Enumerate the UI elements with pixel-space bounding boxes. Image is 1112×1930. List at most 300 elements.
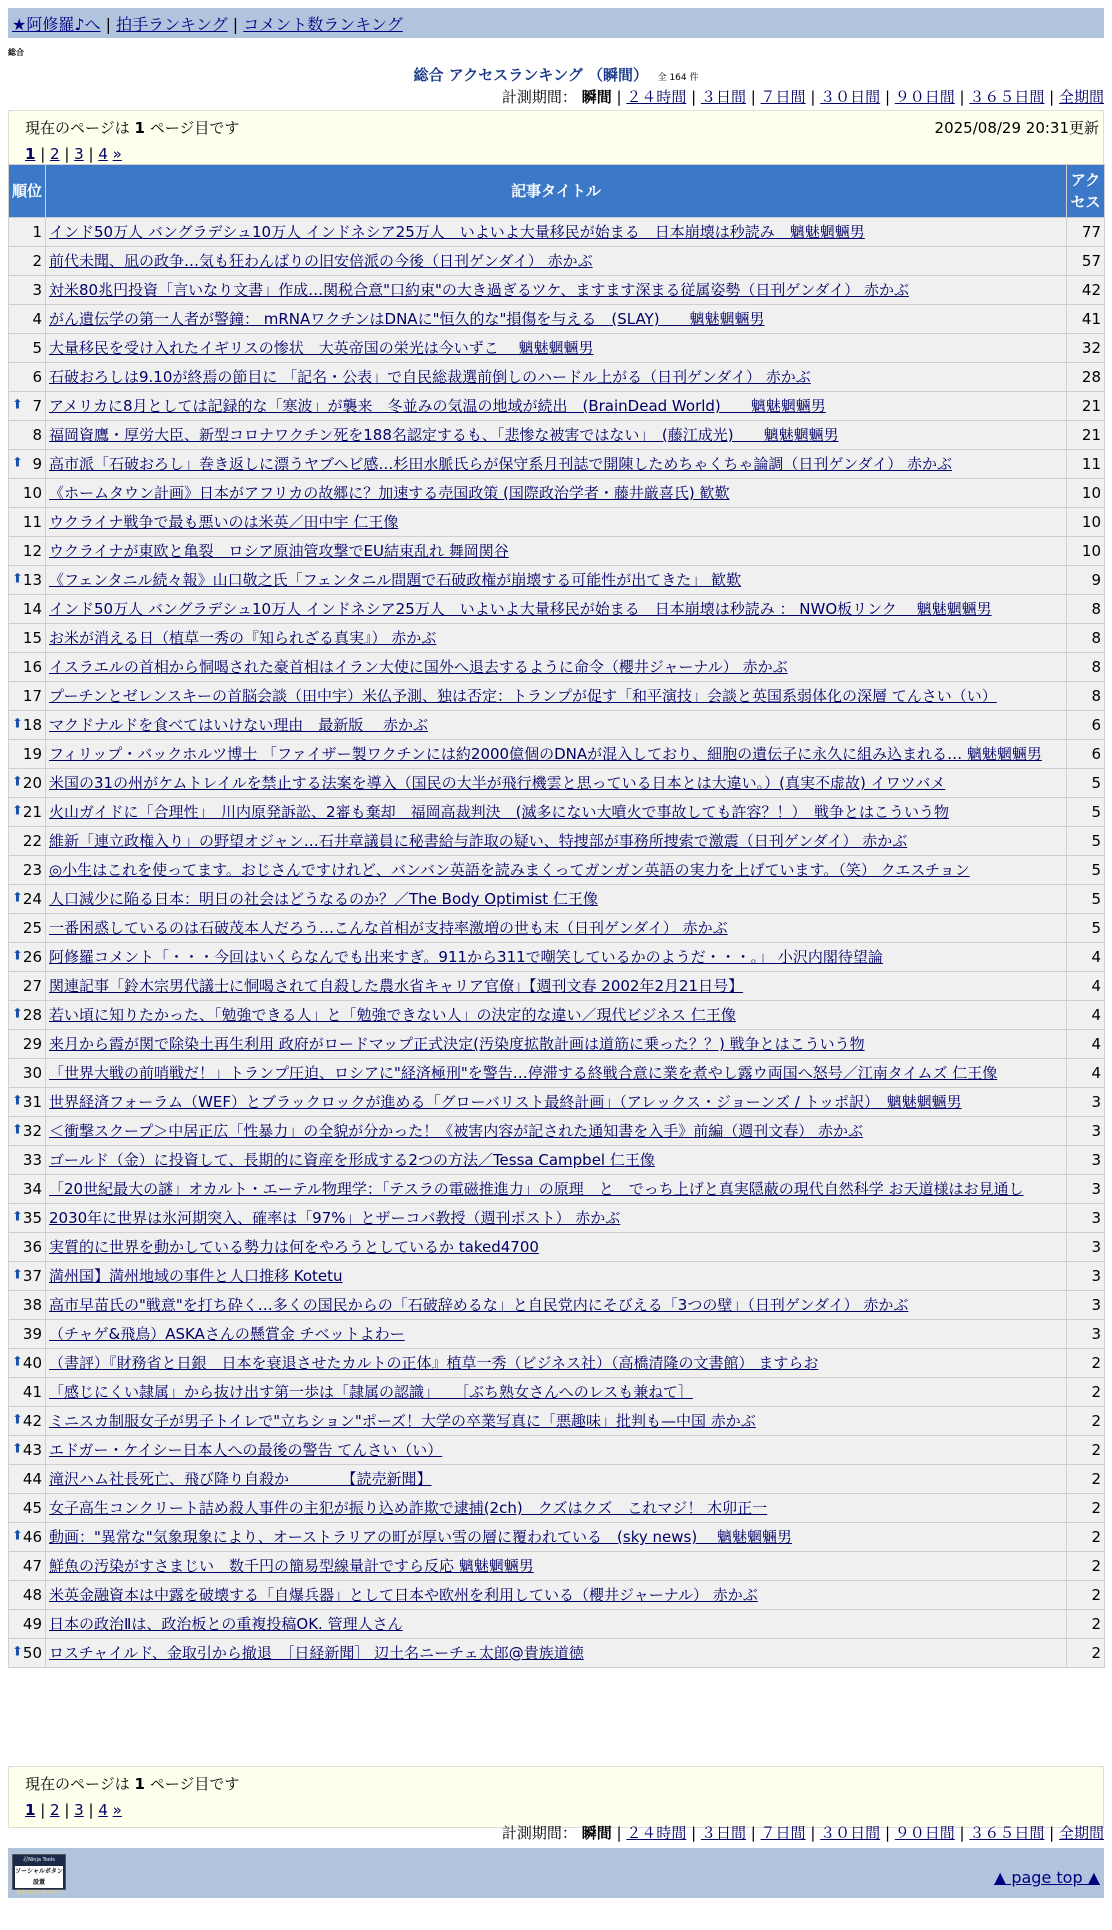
article-title-link[interactable]: 「20世紀最大の謎」オカルト・エーテル物理学：「テスラの電磁推進力」の原理 と でっち上げと真実隠蔽の現代自然科学 お天道様はお見通し [49, 1180, 1024, 1198]
table-row [9, 1465, 1105, 1494]
period-link[interactable]: ３日間 [700, 88, 746, 106]
article-title-link[interactable]: 火山ガイドに「合理性」 川内原発訴訟、2審も棄却 福岡高裁判決 (滅多にない大噴火で事故しても許容？！） 戦争とはこういう物 [49, 803, 949, 821]
period-separator: | [805, 88, 821, 106]
table-row [9, 740, 1105, 769]
rank-number: 47 [22, 1557, 42, 1575]
title-cell [46, 1030, 1067, 1059]
page-title: 総合 アクセスランキング （瞬間） [413, 66, 649, 84]
rank-number: 2 [32, 252, 42, 270]
period-link[interactable]: ３０日間 [820, 88, 881, 106]
table-row [9, 1262, 1105, 1291]
period-link[interactable]: ３６５日間 [969, 1824, 1045, 1842]
article-title-link[interactable]: ミニスカ制服女子が男子トイレで"立ちション"ポーズ！大学の卒業写真に「悪趣味」批判も—中国 赤かぶ [49, 1412, 756, 1430]
rank-cell [9, 1262, 46, 1291]
page-title-line [0, 64, 1112, 85]
table-row [9, 1088, 1105, 1117]
period-separator: | [745, 1824, 761, 1842]
ninja-tools-social-button[interactable] [12, 1854, 66, 1896]
table-row [9, 1581, 1105, 1610]
access-count: 3 [1067, 1204, 1105, 1233]
rank-number: 35 [22, 1209, 42, 1227]
period-separator: | [805, 1824, 821, 1842]
period-separator: | [880, 1824, 895, 1842]
nav-link-applause-ranking[interactable]: 拍手ランキング [116, 15, 228, 34]
table-row [9, 363, 1105, 392]
access-count: 2 [1067, 1465, 1105, 1494]
article-title-link[interactable]: 《フェンタニル続々報》山口敬之氏「フェンタニル問題で石破政権が崩壊する可能性が出てきた」 歓歎 [49, 571, 742, 589]
table-row [9, 479, 1105, 508]
table-row [9, 856, 1105, 885]
article-title-link[interactable]: 高市早苗氏の"戦意"を打ち砕く…多くの国民からの「石破辞めるな」と自民党内にそびえる「3つの壁」（日刊ゲンダイ） 赤かぶ [49, 1296, 909, 1314]
title-cell [46, 943, 1067, 972]
article-title-link[interactable]: 福岡資鷹・厚労大臣、新型コロナワクチン死を188名認定するも、「悲惨な被害ではない」 (藤江成光) 魑魅魍魎男 [49, 426, 839, 444]
period-current: 瞬間 [581, 88, 612, 106]
access-count: 2 [1067, 1436, 1105, 1465]
page-link[interactable]: 1 [25, 145, 36, 163]
period-separator: | [611, 1824, 627, 1842]
nav-link-comment-ranking[interactable]: コメント数ランキング [243, 15, 403, 34]
article-title-link[interactable]: 満州国】満州地域の事件と人口推移 Kotetu [49, 1267, 343, 1285]
article-title-link[interactable]: 日本の政治Ⅱは、政治板との重複投稿OK. 管理人さん [49, 1615, 403, 1633]
rank-cell [9, 1001, 46, 1030]
table-row [9, 595, 1105, 624]
access-count: 3 [1067, 1117, 1105, 1146]
page-link[interactable]: 3 [74, 145, 84, 163]
access-count: 8 [1067, 624, 1105, 653]
access-count: 10 [1067, 508, 1105, 537]
rank-cell [9, 276, 46, 305]
article-title-link[interactable]: 鮮魚の汚染がすさまじい 数千円の簡易型線量計ですら反応 魑魅魍魎男 [49, 1557, 534, 1575]
table-row [9, 972, 1105, 1001]
title-cell [46, 479, 1067, 508]
rank-number: 25 [22, 919, 42, 937]
rank-cell [9, 1320, 46, 1349]
current-page-number: 1 [134, 119, 145, 137]
title-cell [46, 1175, 1067, 1204]
rank-up-arrow-icon: ⬆ [12, 1006, 23, 1022]
access-count: 42 [1067, 276, 1105, 305]
table-row [9, 1349, 1105, 1378]
period-separator: | [880, 88, 895, 106]
table-row [9, 1233, 1105, 1262]
page-links [25, 1797, 1087, 1823]
title-cell [46, 1436, 1067, 1465]
title-cell [46, 1001, 1067, 1030]
article-title-link[interactable]: 動画："異常な"気象現象により、オーストラリアの町が厚い雪の層に覆われている (sky news) 魑魅魍魎男 [49, 1528, 792, 1546]
article-title-link[interactable]: 「世界大戦の前哨戦だ！」トランプ圧迫、ロシアに"経済極刑"を警告…停滞する終戦合意に業を煮やし露ウ両国へ怒号／江南タイムズ 仁王像 [49, 1064, 998, 1082]
rank-cell [9, 1349, 46, 1378]
page-separator: | [35, 1801, 51, 1819]
rank-number: 42 [22, 1412, 42, 1430]
article-title-link[interactable]: インド50万人 バングラデシュ10万人 インドネシア25万人 いよいよ大量移民が始まる 日本崩壊は秒読み ： NWO板リンク 魑魅魍魎男 [49, 600, 992, 618]
table-row [9, 1552, 1105, 1581]
table-row [9, 566, 1105, 595]
rank-cell [9, 885, 46, 914]
access-count: 3 [1067, 1146, 1105, 1175]
title-cell [46, 450, 1067, 479]
title-cell [46, 914, 1067, 943]
rank-number: 23 [22, 861, 42, 879]
title-cell [46, 1407, 1067, 1436]
page-link[interactable]: 4 [98, 145, 108, 163]
rank-number: 22 [22, 832, 42, 850]
top-navigation-bar [8, 8, 1104, 38]
table-row [9, 305, 1105, 334]
period-link[interactable]: 全期間 [1058, 1824, 1104, 1842]
article-title-link[interactable]: 高市派「石破おろし」巻き返しに漂うヤブヘビ感…杉田水脈氏らが保守系月刊誌で開陳しためちゃくちゃ論調（日刊ゲンダイ） 赤かぶ [49, 455, 952, 473]
access-count: 77 [1067, 218, 1105, 247]
article-title-link[interactable]: お米が消える日（植草一秀の『知られざる真実』） 赤かぶ [49, 629, 437, 647]
article-title-link[interactable]: 「感じにくい隷属」から抜け出す第一歩は「隷属の認識」 ［ぶち熟女さんへのレスも兼ねて］ [49, 1383, 693, 1401]
access-count: 3 [1067, 1175, 1105, 1204]
title-cell [46, 1523, 1067, 1552]
rank-number: 15 [22, 629, 42, 647]
period-link[interactable]: ３６５日間 [969, 88, 1045, 106]
rank-number: 20 [22, 774, 42, 792]
rank-number: 26 [22, 948, 42, 966]
article-title-link[interactable]: 《ホームタウン計画》日本がアフリカの故郷に？加速する売国政策 (国際政治学者・藤井厳喜氏) 歓歎 [49, 484, 730, 502]
page-info-suffix: ページ目です [149, 119, 240, 137]
table-row [9, 334, 1105, 363]
rank-cell [9, 305, 46, 334]
title-cell [46, 1581, 1067, 1610]
rank-cell [9, 914, 46, 943]
article-title-link[interactable]: 対米80兆円投資「言いなり文書」作成…関税合意"口約束"の大き過ぎるツケ、ますます深まる従属姿勢（日刊ゲンダイ） 赤かぶ [49, 281, 909, 299]
period-link[interactable]: ２４時間 [626, 1824, 687, 1842]
article-title-link[interactable]: 関連記事「鈴木宗男代議士に恫喝されて自殺した農水省キャリア官僚」【週刊文春 2002年2月21日号】 [49, 977, 744, 995]
title-cell [46, 247, 1067, 276]
title-cell [46, 1204, 1067, 1233]
title-cell [46, 769, 1067, 798]
article-title-link[interactable]: 大量移民を受け入れたイギリスの惨状 大英帝国の栄光は今いずこ 魑魅魍魎男 [49, 339, 594, 357]
rank-cell [9, 943, 46, 972]
article-title-link[interactable]: 来月から霞が関で除染土再生利用 政府がロードマップ正式決定(汚染度拡散計画は道筋に乗った？？) 戦争とはこういう物 [49, 1035, 865, 1053]
access-count: 21 [1067, 421, 1105, 450]
rank-number: 4 [32, 310, 42, 328]
period-separator: | [745, 88, 761, 106]
rank-number: 7 [32, 397, 42, 415]
access-count: 2 [1067, 1552, 1105, 1581]
title-cell [46, 1378, 1067, 1407]
title-cell [46, 653, 1067, 682]
title-cell [46, 305, 1067, 334]
rank-cell [9, 1088, 46, 1117]
rank-number: 8 [32, 426, 42, 444]
title-cell [46, 1465, 1067, 1494]
page-separator: | [59, 1801, 75, 1819]
page-top-link[interactable]: ▲ page top ▲ [993, 1868, 1100, 1887]
rank-number: 13 [22, 571, 42, 589]
table-row [9, 653, 1105, 682]
article-title-link[interactable]: マクドナルドを食べてはいけない理由 最新版 赤かぶ [49, 716, 429, 734]
rank-up-arrow-icon: ⬆ [12, 1644, 23, 1660]
rank-cell [9, 566, 46, 595]
access-count: 10 [1067, 537, 1105, 566]
rank-number: 27 [22, 977, 42, 995]
nav-separator: | [227, 15, 244, 34]
article-title-link[interactable]: がん遺伝学の第一人者が警鐘： mRNAワクチンはDNAに"恒久的な"損傷を与える (SLAY) 魑魅魍魎男 [49, 310, 765, 328]
period-link[interactable]: ３日間 [700, 1824, 746, 1842]
rank-number: 21 [22, 803, 42, 821]
table-row [9, 537, 1105, 566]
article-title-link[interactable]: ロスチャイルド、金取引から撤退 ［日経新聞］ 辺土名ニーチェ太郎@貴族道徳 [49, 1644, 584, 1662]
title-cell [46, 972, 1067, 1001]
access-count: 4 [1067, 1059, 1105, 1088]
page-link[interactable]: 3 [74, 1801, 84, 1819]
table-row [9, 1639, 1105, 1668]
ninja-summary-label: 忍者おまとめボタン [16, 1890, 62, 1896]
table-row [9, 1117, 1105, 1146]
page-separator: | [59, 145, 75, 163]
table-row [9, 1146, 1105, 1175]
period-link[interactable]: ７日間 [760, 88, 806, 106]
table-header-row [9, 165, 1105, 218]
category-label: 総合 [8, 48, 24, 57]
rank-number: 48 [22, 1586, 42, 1604]
page-info-prefix: 現在のページは [25, 119, 130, 137]
access-count: 2 [1067, 1349, 1105, 1378]
rank-number: 50 [22, 1644, 42, 1662]
article-title-link[interactable]: 若い頃に知りたかった、「勉強できる人」と「勉強できない人」の決定的な違い／現代ビジネス 仁王像 [49, 1006, 736, 1024]
access-count: 3 [1067, 1233, 1105, 1262]
rank-cell [9, 624, 46, 653]
rank-cell [9, 421, 46, 450]
table-row [9, 1378, 1105, 1407]
rank-cell [9, 1407, 46, 1436]
title-cell [46, 740, 1067, 769]
access-count: 41 [1067, 305, 1105, 334]
period-link[interactable]: ２４時間 [626, 88, 687, 106]
table-row [9, 711, 1105, 740]
period-separator: | [954, 1824, 970, 1842]
article-title-link[interactable]: 実質的に世界を動かしている勢力は何をやろうとしているか taked4700 [49, 1238, 539, 1256]
article-title-link[interactable]: フィリップ・バックホルツ博士 「ファイザー製ワクチンには約2000億個のDNAが混入しており、細胞の遺伝子に永久に組み込まれる… 魑魅魍魎男 [49, 745, 1042, 763]
rank-number: 39 [22, 1325, 42, 1343]
rank-cell [9, 682, 46, 711]
article-title-link[interactable]: ゴールド（金）に投資して、長期的に資産を形成する2つの方法／Tessa Campbel 仁王像 [49, 1151, 655, 1169]
title-cell [46, 827, 1067, 856]
article-title-link[interactable]: アメリカに8月としては記録的な「寒波」が襲来 冬並みの気温の地域が続出 (BrainDead World) 魑魅魍魎男 [49, 397, 826, 415]
pagination-box-top [8, 110, 1104, 172]
article-title-link[interactable]: エドガー・ケイシー日本人への最後の警告 てんさい（い） [49, 1441, 443, 1459]
rank-cell [9, 450, 46, 479]
article-title-link[interactable]: （書評）『財務省と日銀 日本を衰退させたカルトの正体』植草一秀（ビジネス社）（高橋清隆の文書館） ますらお [49, 1354, 819, 1372]
title-cell [46, 1059, 1067, 1088]
article-title-link[interactable]: 世界経済フォーラム（WEF）とブラックロックが進める「グローバリスト最終計画」（アレックス・ジョーンズ / トッポ訳） 魑魅魍魎男 [49, 1093, 962, 1111]
title-cell [46, 276, 1067, 305]
access-count: 4 [1067, 972, 1105, 1001]
access-count: 28 [1067, 363, 1105, 392]
period-link[interactable]: 全期間 [1058, 88, 1104, 106]
article-title-link[interactable]: 前代未聞、凪の政争…気も狂わんばりの旧安倍派の今後（日刊ゲンダイ） 赤かぶ [49, 252, 593, 270]
access-count: 32 [1067, 334, 1105, 363]
page-link[interactable]: 1 [25, 1801, 36, 1819]
rank-cell [9, 363, 46, 392]
table-row [9, 1204, 1105, 1233]
total-count: 全 164 件 [657, 73, 699, 83]
rank-number: 17 [22, 687, 42, 705]
access-count: 2 [1067, 1407, 1105, 1436]
title-cell [46, 392, 1067, 421]
access-count: 3 [1067, 1088, 1105, 1117]
access-count: 9 [1067, 566, 1105, 595]
article-title-link[interactable]: 人口減少に陥る日本：明日の社会はどうなるのか？／The Body Optimist 仁王像 [49, 890, 598, 908]
rank-number: 38 [22, 1296, 42, 1314]
title-cell [46, 1117, 1067, 1146]
access-count: 3 [1067, 1320, 1105, 1349]
title-cell [46, 1320, 1067, 1349]
rank-cell [9, 798, 46, 827]
next-page-link[interactable]: » [112, 145, 122, 163]
article-title-link[interactable]: ウクライナが東欧と亀裂 ロシア原油管攻撃でEU結束乱れ 舞岡関谷 [49, 542, 509, 560]
article-title-link[interactable]: プーチンとゼレンスキーの首脳会談（田中宇）米仏予測、独は否定：トランプが促す「和平演技」会談と英国系弱体化の深層 てんさい（い） [49, 687, 997, 705]
period-link[interactable]: ７日間 [760, 1824, 806, 1842]
rank-number: 6 [32, 368, 42, 386]
column-header-title: 記事タイトル [46, 165, 1067, 218]
period-link[interactable]: ９０日間 [894, 1824, 955, 1842]
rank-cell [9, 1291, 46, 1320]
page-link[interactable]: 2 [50, 1801, 60, 1819]
rank-number: 46 [22, 1528, 42, 1546]
rank-number: 31 [22, 1093, 42, 1111]
article-title-link[interactable]: 2030年に世界は氷河期突入、確率は「97%」とザーコバ教授（週刊ポスト） 赤かぶ [49, 1209, 621, 1227]
nav-separator: | [100, 15, 117, 34]
table-row [9, 1291, 1105, 1320]
rank-cell [9, 769, 46, 798]
rank-number: 43 [22, 1441, 42, 1459]
article-title-link[interactable]: ◎小生はこれを使ってます。おじさんですけれど、バンバン英語を読みまくってガンガン英語の実力を上げています。（笑） クエスチョン [49, 861, 970, 879]
rank-up-arrow-icon: ⬆ [12, 1412, 23, 1428]
title-cell [46, 1291, 1067, 1320]
next-page-link[interactable]: » [112, 1801, 122, 1819]
ninja-button-label: ソーシャルボタン設置 [15, 1868, 63, 1886]
rank-cell [9, 1610, 46, 1639]
page-info-prefix: 現在のページは [25, 1775, 130, 1793]
article-title-link[interactable]: 阿修羅コメント「・・・今回はいくらなんでも出来すぎ。911から311で嘲笑しているかのようだ・・・。」 小沢内閣待望論 [49, 948, 883, 966]
period-separator: | [686, 1824, 701, 1842]
rank-number: 28 [22, 1006, 42, 1024]
article-title-link[interactable]: 女子高生コンクリート詰め殺人事件の主犯が振り込め詐欺で逮捕(2ch) クズはクズ これマジ！ 木卯正一 [49, 1499, 768, 1517]
table-row [9, 914, 1105, 943]
rank-number: 40 [22, 1354, 42, 1372]
rank-cell [9, 334, 46, 363]
period-link[interactable]: ３０日間 [820, 1824, 881, 1842]
page-link[interactable]: 2 [50, 145, 60, 163]
title-cell [46, 218, 1067, 247]
rank-number: 14 [22, 600, 42, 618]
access-count: 4 [1067, 1030, 1105, 1059]
article-title-link[interactable]: 米国の31の州がケムトレイルを禁止する法案を導入（国民の大半が飛行機雲と思っている日本とは大違い。）(真実不虚故) イワツバメ [49, 774, 946, 792]
period-separator: | [954, 88, 970, 106]
period-separator: | [1044, 88, 1059, 106]
access-count: 3 [1067, 1262, 1105, 1291]
rank-number: 10 [22, 484, 42, 502]
rank-number: 24 [22, 890, 42, 908]
table-row [9, 1320, 1105, 1349]
article-title-link[interactable]: （チャゲ&飛鳥）ASKAさんの懸賞金 チベットよわー [49, 1325, 405, 1343]
title-cell [46, 1146, 1067, 1175]
table-row [9, 1523, 1105, 1552]
access-count: 8 [1067, 595, 1105, 624]
rank-up-arrow-icon: ⬆ [12, 1267, 23, 1283]
rank-number: 44 [22, 1470, 42, 1488]
article-title-link[interactable]: 米英金融資本は中露を破壊する「自爆兵器」として日本や欧州を利用している（櫻井ジャーナル） 赤かぶ [49, 1586, 758, 1604]
rank-cell [9, 218, 46, 247]
rank-up-arrow-icon: ⬆ [12, 1354, 23, 1370]
rank-number: 45 [22, 1499, 42, 1517]
rank-up-arrow-icon: ⬆ [12, 455, 23, 471]
title-cell [46, 508, 1067, 537]
access-count: 6 [1067, 711, 1105, 740]
rank-cell [9, 972, 46, 1001]
access-count: 57 [1067, 247, 1105, 276]
ranking-table [8, 164, 1105, 1668]
access-count: 3 [1067, 1291, 1105, 1320]
table-row [9, 218, 1105, 247]
title-cell [46, 566, 1067, 595]
rank-number: 29 [22, 1035, 42, 1053]
rank-up-arrow-icon: ⬆ [12, 948, 23, 964]
title-cell [46, 682, 1067, 711]
rank-cell [9, 1175, 46, 1204]
rank-cell [9, 1233, 46, 1262]
rank-number: 1 [32, 223, 42, 241]
table-row [9, 624, 1105, 653]
table-row [9, 827, 1105, 856]
current-page-number: 1 [134, 1775, 145, 1793]
period-link[interactable]: ９０日間 [894, 88, 955, 106]
rank-cell [9, 1552, 46, 1581]
rank-number: 5 [32, 339, 42, 357]
column-header-access: アクセス [1067, 165, 1105, 218]
rank-up-arrow-icon: ⬆ [12, 571, 23, 587]
rank-cell [9, 1059, 46, 1088]
rank-cell [9, 1523, 46, 1552]
period-separator: | [1044, 1824, 1059, 1842]
rank-cell [9, 1494, 46, 1523]
table-row [9, 1436, 1105, 1465]
article-title-link[interactable]: ウクライナ戦争で最も悪いのは米英／田中宇 仁王像 [49, 513, 399, 531]
rank-cell [9, 1436, 46, 1465]
title-cell [46, 1349, 1067, 1378]
page-link[interactable]: 4 [98, 1801, 108, 1819]
title-cell [46, 1088, 1067, 1117]
rank-cell [9, 1639, 46, 1668]
article-title-link[interactable]: 石破おろしは9.10が終焉の節目に 「記名・公表」で自民総裁選前倒しのハードル上がる（日刊ゲンダイ） 赤かぶ [49, 368, 811, 386]
table-row [9, 1059, 1105, 1088]
table-row [9, 421, 1105, 450]
rank-number: 41 [22, 1383, 42, 1401]
period-separator: | [611, 88, 627, 106]
nav-link-asyura-home[interactable]: ★阿修羅♪へ [12, 15, 101, 34]
access-count: 2 [1067, 1494, 1105, 1523]
rank-cell [9, 1581, 46, 1610]
access-count: 2 [1067, 1581, 1105, 1610]
article-title-link[interactable]: イスラエルの首相から恫喝された豪首相はイラン大使に国外へ退去するように命令（櫻井ジャーナル） 赤かぶ [49, 658, 788, 676]
title-cell [46, 537, 1067, 566]
table-row [9, 943, 1105, 972]
rank-up-arrow-icon: ⬆ [12, 1441, 23, 1457]
article-title-link[interactable]: インド50万人 バングラデシュ10万人 インドネシア25万人 いよいよ大量移民が始まる 日本崩壊は秒読み 魑魅魍魎男 [49, 223, 865, 241]
rank-number: 18 [22, 716, 42, 734]
access-count: 5 [1067, 914, 1105, 943]
article-title-link[interactable]: ＜衝撃スクープ＞中居正広「性暴力」の全貌が分かった！《被害内容が記された通知書を入手》前編（週刊文春） 赤かぶ [49, 1122, 864, 1140]
article-title-link[interactable]: 維新「連立政権入り」の野望オジャン…石井章議員に秘書給与詐取の疑い、特捜部が事務所捜索で激震（日刊ゲンダイ） 赤かぶ [49, 832, 908, 850]
article-title-link[interactable]: 滝沢ハム社長死亡、飛び降り自殺か 【読売新聞】 [49, 1470, 432, 1488]
access-count: 5 [1067, 827, 1105, 856]
article-title-link[interactable]: 一番困惑しているのは石破茂本人だろう…こんな首相が支持率激増の世も末（日刊ゲンダイ） 赤かぶ [49, 919, 728, 937]
title-cell [46, 595, 1067, 624]
